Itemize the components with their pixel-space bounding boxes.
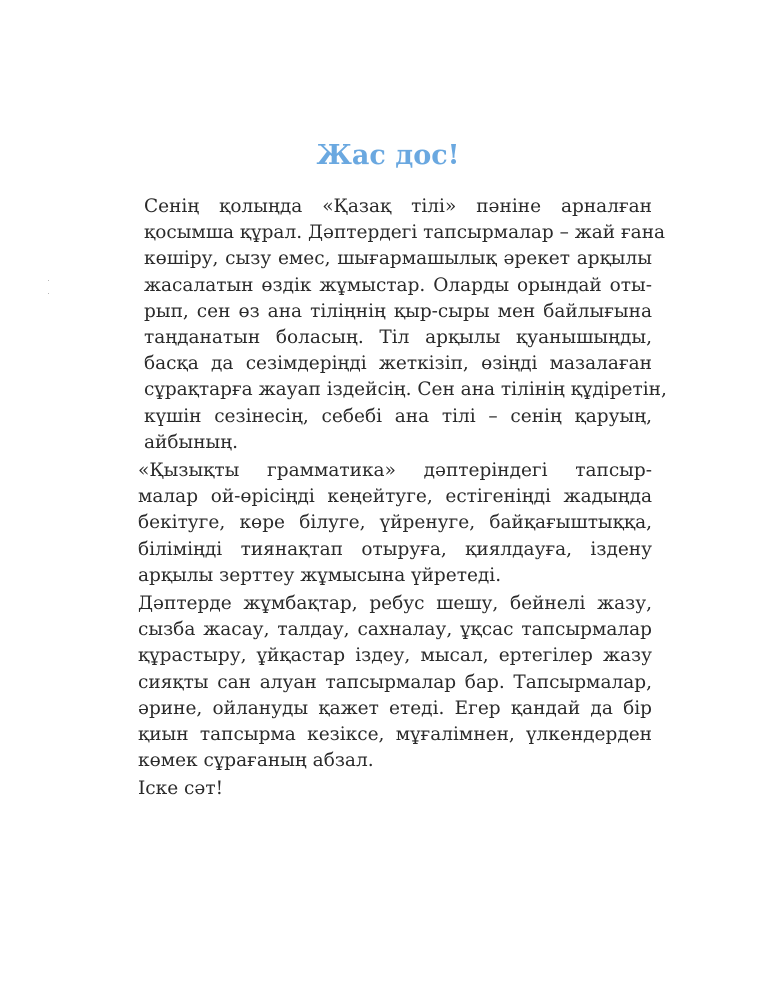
body-text xyxy=(110,194,667,803)
text-line: Дәптерде жұмбақтар, ребус шешу, бейнелі жазу, xyxy=(138,593,652,615)
text-line: әрине, ойлануды қажет етеді. Егер қандай да бір xyxy=(138,697,652,719)
text-line: басқа да сезімдеріңді жеткізіп, өзіңді мазалаған xyxy=(144,353,652,375)
text-line: малар ой-өрісіңді кеңейтуге, естігеніңді жадыңда xyxy=(138,486,652,508)
text-line: «Қызықты грамматика» дәптеріндегі тапсыр- xyxy=(138,460,652,482)
text-line: құрастыру, ұйқастар іздеу, мысал, ертегілер жазу xyxy=(138,645,652,667)
text-line: рып, сен өз ана тіліңнің қыр-сыры мен байлығына xyxy=(144,300,652,322)
text-line: сияқты сан алуан тапсырмалар бар. Тапсырмалар, xyxy=(138,671,652,693)
text-line: таңданатын боласың. Тіл арқылы қуанышыңды, xyxy=(144,327,652,349)
text-line: қосымша құрал. Дәптердегі тапсырмалар – жай ғана xyxy=(144,222,666,244)
text-line: көмек сұрағаның абзал. xyxy=(138,750,374,772)
text-line: күшін сезінесің, себебі ана тілі – сенің қаруың, xyxy=(144,405,652,427)
margin-dot xyxy=(48,293,49,294)
text-line: Сенің қолыңда «Қазақ тілі» пәніне арналған xyxy=(144,196,652,217)
text-line: сұрақтарға жауап іздейсің. Сен ана тілінің құдіретін, xyxy=(144,379,667,401)
text-line: бекітуге, көре білуге, үйренуге, байқағыштыққа, xyxy=(138,512,652,534)
closing-wish: Іске сәт! xyxy=(138,778,224,800)
text-line: қиын тапсырма кезіксе, мұғалімнен, үлкендерден xyxy=(138,724,652,746)
paragraph-tasks xyxy=(110,591,652,774)
text-line: біліміңді тиянақтап отыруға, қиялдауға, іздену xyxy=(138,538,652,560)
text-line: айбының. xyxy=(144,431,239,453)
margin-marks xyxy=(48,280,50,320)
paragraph-grammar xyxy=(110,458,652,589)
text-line: арқылы зерттеу жұмысына үйретеді. xyxy=(138,564,502,586)
page-title: Жас дос! xyxy=(316,140,460,171)
text-line: жасалатын өздік жұмыстар. Оларды орындай оты- xyxy=(144,274,652,296)
text-line: көшіру, сызу емес, шығармашылық әрекет арқылы xyxy=(144,248,652,270)
paragraph-intro xyxy=(110,194,667,456)
text-line: сызба жасау, талдау, сахналау, ұқсас тапсырмалар xyxy=(138,619,652,641)
margin-dot xyxy=(48,280,49,281)
